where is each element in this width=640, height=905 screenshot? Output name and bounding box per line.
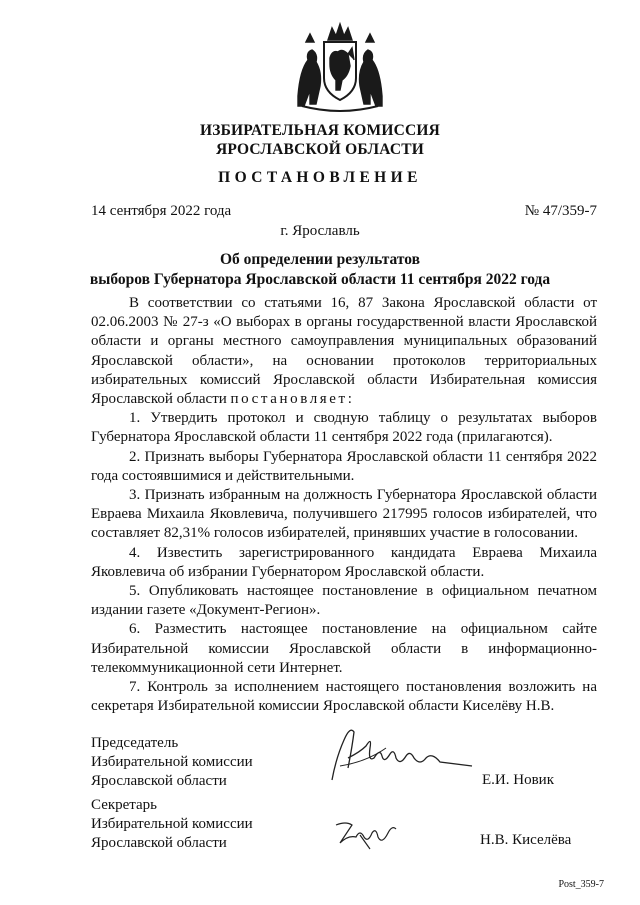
secretary-handwritten-signature (330, 815, 402, 851)
document-code: Post_359-7 (558, 879, 604, 890)
intro-text: В соответствии со статьями 16, 87 Закона Ярославской области от 02.06.2003 № 27-з «О выборах в органы государственной власти Ярославской области и органы местного самоуправления муниципальных образований Ярославской области», на основании протоколов территориальных избирательных комиссий Ярославской области Избирательная комиссия Ярославской области (91, 295, 597, 408)
chair-title-line1: Председатель (91, 735, 179, 751)
secretary-name: Н.В. Киселёва (480, 832, 572, 848)
coat-of-arms-emblem (292, 20, 388, 112)
document-type: ПОСТАНОВЛЕНИЕ (218, 169, 422, 186)
document-title-line1: Об определении результатов (220, 251, 420, 268)
secretary-signature-block (91, 796, 253, 854)
document-title-line2: выборов Губернатора Ярославской области 11 сентября 2022 года (89, 271, 551, 288)
chair-title-line2: Избирательной комиссии (91, 754, 253, 771)
resolution-item-1: 1. Утвердить протокол и сводную таблицу о результатах выборов Губернатора Ярославской области 11 сентября 2022 года (прилагаются). (91, 410, 597, 446)
resolution-item-6: 6. Разместить настоящее постановление на официальном сайте Избирательной комиссии Ярославской области в информационно-телекоммуникационной сети Интернет. (91, 621, 597, 676)
chair-name: Е.И. Новик (482, 772, 554, 788)
intro-paragraph (91, 294, 597, 409)
resolution-item-7: 7. Контроль за исполнением настоящего постановления возложить на секретаря Избирательной комиссии Ярославской области Киселёву Н.В. (91, 679, 597, 715)
organization-name-line1: ИЗБИРАТЕЛЬНАЯ КОМИССИЯ (199, 122, 441, 139)
organization-name-line2: ЯРОСЛАВСКОЙ ОБЛАСТИ (215, 141, 425, 158)
resolution-item-5: 5. Опубликовать настоящее постановление в официальном печатном издании газете «Документ-Регион». (91, 583, 597, 619)
resolution-item-3: 3. Признать избранным на должность Губернатора Ярославской области Евраева Михаила Яковлевича, получившего 217995 голосов избирателей, что составляет 82,31% голосов избирателей, принявших участие в голосовании. (91, 487, 597, 542)
resolution-item-4: 4. Известить зарегистрированного кандидата Евраева Михаила Яковлевича об избрании Губернатором Ярославской области. (91, 544, 597, 580)
secretary-title-line3: Ярославской области (91, 835, 227, 852)
chair-signature-block (91, 734, 253, 792)
resolution-item-2: 2. Признать выборы Губернатора Ярославской области 11 сентября 2022 года состоявшимися и действительными. (91, 448, 597, 484)
secretary-title-line1: Секретарь (91, 797, 158, 813)
document-number: № 47/359-7 (524, 203, 597, 219)
chair-title-line3: Ярославской области (91, 773, 227, 790)
secretary-title-line2: Избирательной комиссии (91, 816, 253, 833)
resolves-word: постановляет: (230, 391, 355, 408)
document-city: г. Ярославль (280, 223, 360, 239)
chair-handwritten-signature (326, 718, 476, 788)
document-date: 14 сентября 2022 года (91, 203, 232, 219)
document-body (91, 294, 597, 716)
